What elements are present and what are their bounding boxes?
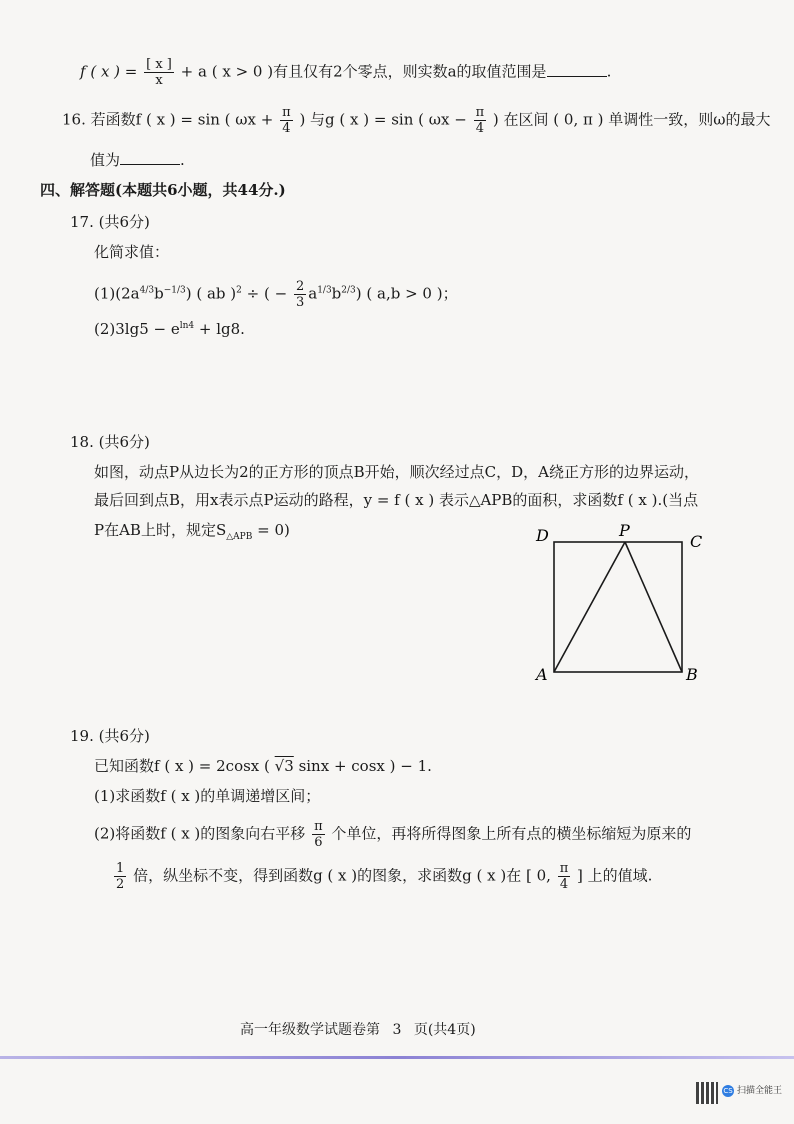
q16-frac-1 xyxy=(280,106,293,135)
q17-p1-g: ) ( a,b > 0 )； xyxy=(355,284,458,303)
footer-rule xyxy=(0,1056,794,1059)
q19-frac-half-den: 2 xyxy=(116,877,125,892)
q19-sqrt: √3 xyxy=(274,757,294,775)
q17-part-1 xyxy=(94,280,458,309)
q15-line xyxy=(80,58,611,87)
q19-frac-pi6-num: π xyxy=(314,819,323,834)
q17-exp-1: 4/3 xyxy=(139,285,155,296)
square-figure xyxy=(530,520,720,690)
q15-fx: f ( x ) = xyxy=(80,62,138,81)
q16-frac-1-num: π xyxy=(282,105,291,120)
q17-p1-c: ) ( ab ) xyxy=(185,284,237,303)
q17-exp-4: 1/3 xyxy=(317,285,332,296)
q18-l3-sub: △APB xyxy=(226,532,253,542)
q19-line-1 xyxy=(94,756,432,776)
q17-heading: 17. (共6分) xyxy=(70,213,150,231)
q19-frac-half xyxy=(114,862,126,891)
q15-end: . xyxy=(606,62,612,81)
q15-fraction xyxy=(144,58,174,87)
q19-l3-b: 个单位，再将所得图象上所有点的横坐标缩短为原来的 xyxy=(331,824,692,843)
footer-prefix: 高一年级数学试题卷第 xyxy=(240,1022,380,1038)
q16-frac-2-num: π xyxy=(475,105,485,120)
q16-end: . xyxy=(180,151,185,169)
q19-line-4 xyxy=(112,862,652,891)
q15-frac-num: [ x ] xyxy=(146,57,172,72)
q19-l4-b: ] 上的值域. xyxy=(577,866,653,885)
q19-l4-a: 倍，纵坐标不变，得到函数g ( x )的图象，求函数g ( x )在 [ 0, xyxy=(133,866,551,885)
q15-frac-den: x xyxy=(155,73,163,88)
q18-l3-b: = 0) xyxy=(257,521,290,539)
footer-suffix: 页(共4页) xyxy=(413,1022,476,1038)
q17-exp-6: ln4 xyxy=(179,321,195,331)
q17-p1-b: b xyxy=(154,284,164,303)
q18-line-3 xyxy=(94,520,290,547)
label-b: B xyxy=(686,665,698,684)
scanner-logo-icon: CS xyxy=(723,1087,733,1095)
q19-frac-pi4 xyxy=(558,862,571,891)
section-4-heading: 四、解答题(本题共6小题，共44分.) xyxy=(40,181,286,199)
segment-pb xyxy=(625,542,682,672)
q17-p1-a: (1)(2a xyxy=(94,284,140,303)
q16-frac-2 xyxy=(474,106,487,135)
q15-rest: + a ( x > 0 )有且仅有2个零点，则实数a的取值范围是 xyxy=(180,62,547,81)
q16-part-1: 16. 若函数f ( x ) = sin ( ωx + xyxy=(62,110,274,129)
q17-frac xyxy=(294,280,306,309)
q18-heading: 18. (共6分) xyxy=(70,433,150,451)
scanner-badge-label: 扫描全能王 xyxy=(737,1086,783,1096)
q17-p1-e: a xyxy=(308,284,318,303)
footer-page-number: 3 xyxy=(392,1022,402,1038)
q16-part-3: ) 在区间 ( 0, π ) 单调性一致，则ω的最大 xyxy=(492,110,771,129)
segment-pa xyxy=(554,542,625,672)
q19-frac-pi6 xyxy=(312,820,325,849)
q16-frac-1-den: 4 xyxy=(282,121,291,136)
q18-line-1: 如图，动点P从边长为2的正方形的顶点B开始，顺次经过点C，D，A绕正方形的边界运动， xyxy=(94,463,699,481)
label-d: D xyxy=(536,526,549,545)
q16-line-2 xyxy=(90,150,185,170)
square-abcd xyxy=(554,542,682,672)
q18-line-2: 最后回到点B，用x表示点P运动的路程，y = f ( x ) 表示△APB的面积，求函数f ( x ).(当点 xyxy=(94,491,699,509)
q19-l1-b: sinx + cosx ) − 1. xyxy=(298,757,432,775)
q16-line-1 xyxy=(62,106,771,135)
q19-l1-a: 已知函数f ( x ) = 2cosx ( xyxy=(94,757,270,775)
q17-exp-5: 2/3 xyxy=(341,285,356,296)
q16-part-4: 值为 xyxy=(90,151,121,169)
q17-exp-3: 2 xyxy=(236,285,242,296)
q19-frac-pi4-num: π xyxy=(559,861,569,876)
q15-answer-blank xyxy=(547,62,607,77)
q17-p2-b: + lg8. xyxy=(198,320,245,338)
q19-frac-pi6-den: 6 xyxy=(314,835,323,850)
q19-frac-half-num: 1 xyxy=(116,861,125,876)
q17-p1-f: b xyxy=(331,284,342,303)
scanner-badge xyxy=(722,1083,782,1097)
q17-exp-2: −1/3 xyxy=(163,285,186,296)
q19-l3-a: (2)将函数f ( x )的图象向右平移 xyxy=(94,824,306,843)
page-footer xyxy=(240,1020,476,1040)
q16-answer-blank xyxy=(120,150,180,165)
q17-p1-d: ÷ ( − xyxy=(246,284,288,303)
q17-frac-num: 2 xyxy=(295,279,305,294)
label-p: P xyxy=(619,521,630,540)
q19-frac-pi4-den: 4 xyxy=(559,877,569,892)
q19-line-3 xyxy=(94,820,691,849)
q17-p2-a: (2)3lg5 − e xyxy=(94,320,180,338)
q16-part-2: ) 与g ( x ) = sin ( ωx − xyxy=(299,110,467,129)
qr-code-icon xyxy=(696,1082,718,1104)
q17-intro: 化简求值： xyxy=(94,243,170,261)
q17-frac-den: 3 xyxy=(295,295,305,310)
label-a: A xyxy=(536,665,548,684)
q18-l3-a: P在AB上时，规定S xyxy=(94,521,227,539)
q19-heading: 19. (共6分) xyxy=(70,727,150,745)
q17-part-2 xyxy=(94,316,245,339)
q19-line-2: (1)求函数f ( x )的单调递增区间； xyxy=(94,787,321,805)
q16-frac-2-den: 4 xyxy=(475,121,484,136)
label-c: C xyxy=(690,532,703,551)
